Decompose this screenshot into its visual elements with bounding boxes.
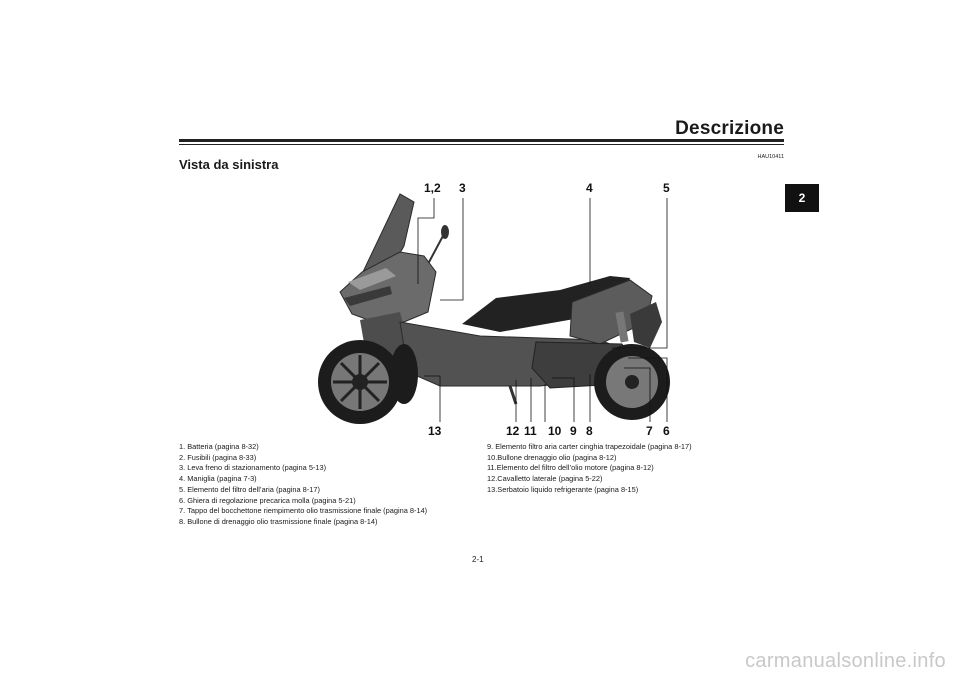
- list-item: 7. Tappo del bocchettone riempimento olio trasmissione finale (pagina 8-14): [179, 506, 428, 516]
- callout-label-4: 4: [586, 181, 593, 195]
- watermark-text[interactable]: carmanualsonline.info: [745, 650, 946, 672]
- callout-label-5: 5: [663, 181, 670, 195]
- callout-label-6: 6: [663, 424, 670, 438]
- callout-label-9: 9: [570, 424, 577, 438]
- callout-label-12: 12: [506, 424, 520, 438]
- section-code: HAU10411: [757, 154, 784, 160]
- title-rule-thin: [179, 144, 784, 145]
- list-item: 4. Maniglia (pagina 7-3): [179, 474, 257, 484]
- list-item: 5. Elemento del filtro dell’aria (pagina 8-17): [179, 484, 320, 494]
- scooter-illustration: [300, 172, 700, 440]
- list-item: 12. Cavalletto laterale (pagina 5-22): [487, 474, 603, 484]
- callout-label-13: 13: [428, 424, 442, 438]
- list-item: 9. Elemento filtro aria carter cinghia trapezoidale (pagina 8-17): [487, 442, 692, 451]
- legend-list-right: [487, 442, 787, 496]
- list-item: 10. Bullone drenaggio olio (pagina 8-12): [487, 452, 617, 462]
- callout-label-1-2: 1,2: [424, 181, 441, 195]
- list-item: 1. Batteria (pagina 8-32): [179, 442, 259, 451]
- list-item: 6. Ghiera di regolazione precarica molla (pagina 5-21): [179, 495, 356, 505]
- list-item: 13. Serbatoio liquido refrigerante (pagina 8-15): [487, 484, 639, 494]
- list-item: 3. Leva freno di stazionamento (pagina 5-13): [179, 463, 327, 473]
- callout-label-7: 7: [646, 424, 653, 438]
- list-item: 2. Fusibili (pagina 8-33): [179, 452, 257, 462]
- title-rule-thick: [179, 139, 784, 142]
- callout-label-11: 11: [524, 424, 537, 438]
- scooter-drawing: [318, 194, 670, 424]
- list-item: 8. Bullone di drenaggio olio trasmissione finale (pagina 8-14): [179, 516, 378, 526]
- chapter-tab[interactable]: 2: [785, 184, 819, 212]
- page-number: 2-1: [472, 555, 484, 564]
- section-title: Vista da sinistra: [179, 157, 279, 172]
- page-title: Descrizione: [675, 118, 784, 139]
- list-item: 11. Elemento del filtro dell’olio motore (pagina 8-12): [487, 463, 654, 473]
- callout-label-8: 8: [586, 424, 593, 438]
- callout-label-10: 10: [548, 424, 562, 438]
- callout-label-3: 3: [459, 181, 466, 195]
- legend-list-left: [179, 442, 479, 528]
